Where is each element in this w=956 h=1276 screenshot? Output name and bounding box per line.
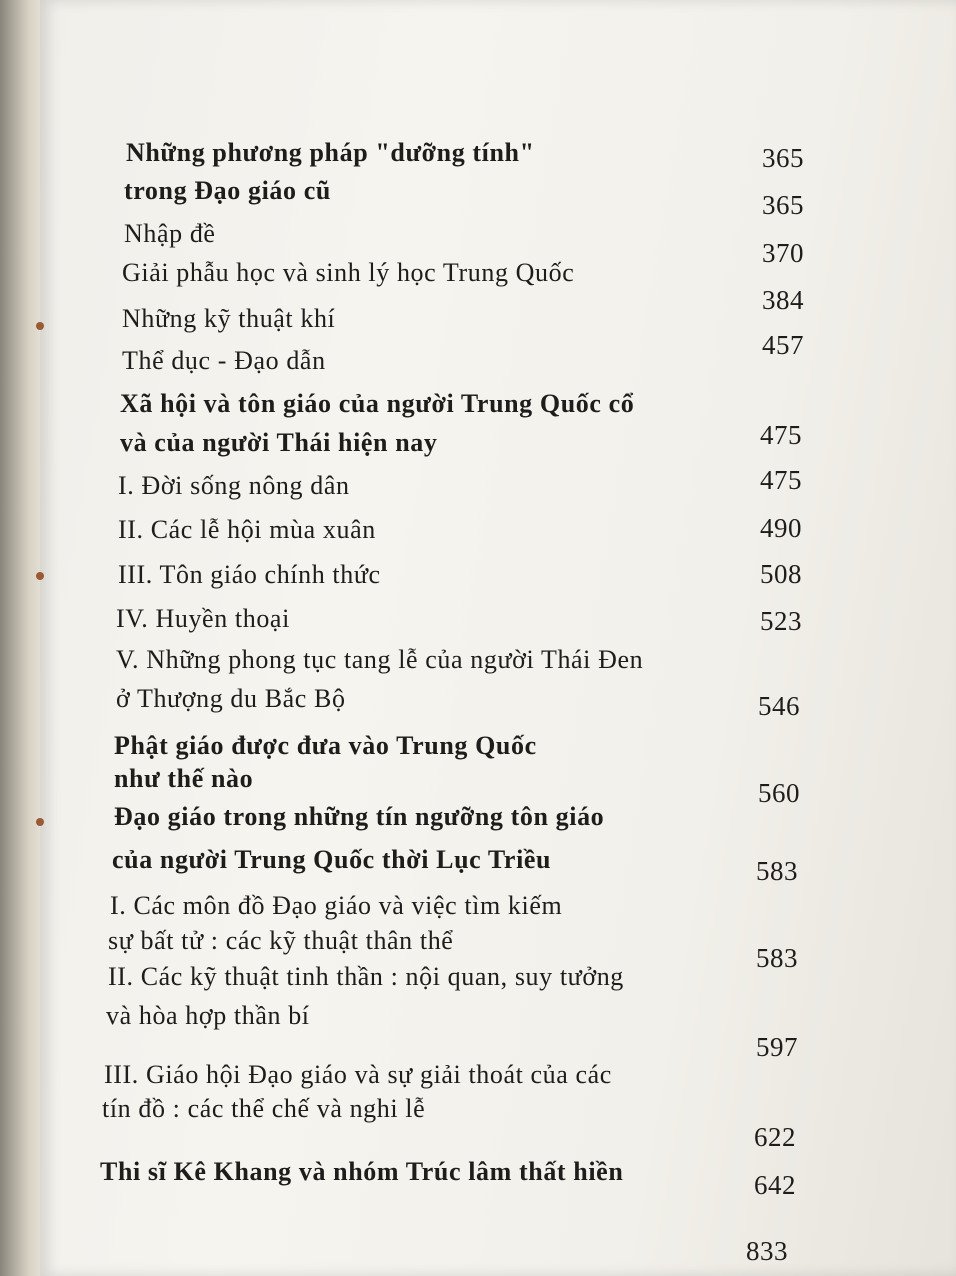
toc-page-number: 546 xyxy=(758,691,800,721)
toc-title-line: sự bất tử : các kỹ thuật thân thể xyxy=(108,926,454,955)
toc-title-line: trong Đạo giáo cũ xyxy=(124,176,331,205)
toc-page-number: 365 xyxy=(762,190,804,220)
toc-page-number: 384 xyxy=(762,285,804,315)
toc-title-line: IV. Huyền thoại xyxy=(116,604,290,633)
toc-title-line: III. Tôn giáo chính thức xyxy=(118,560,381,589)
toc-page-number: 583 xyxy=(756,856,798,886)
toc-page-number: 597 xyxy=(756,1032,798,1062)
binding-stitch xyxy=(36,818,44,826)
toc-title-line: và hòa hợp thần bí xyxy=(106,1001,310,1030)
toc-page-number: 490 xyxy=(760,513,802,543)
toc-page-number: 508 xyxy=(760,559,802,589)
toc-page-number: 365 xyxy=(762,143,804,173)
toc-title-line: I. Đời sống nông dân xyxy=(118,471,350,500)
footer-page-number: 833 xyxy=(746,1236,788,1266)
toc-title-line: tín đồ : các thể chế và nghi lễ xyxy=(102,1094,426,1123)
toc-title-line: Xã hội và tôn giáo của người Trung Quốc cổ xyxy=(120,389,635,418)
toc-title-line: Nhập đề xyxy=(124,219,216,248)
toc-title-line: Những phương pháp "dưỡng tính" xyxy=(126,138,535,167)
toc-title-line: V. Những phong tục tang lễ của người Thái Đen xyxy=(116,645,644,674)
toc-title-line: của người Trung Quốc thời Lục Triều xyxy=(112,845,552,874)
toc-page-number: 622 xyxy=(754,1122,796,1152)
toc-page-number: 457 xyxy=(762,330,804,360)
toc-title-line: Thể dục - Đạo dẫn xyxy=(122,346,326,375)
toc-title-line: I. Các môn đồ Đạo giáo và việc tìm kiếm xyxy=(110,891,563,920)
toc-page-number: 523 xyxy=(760,606,802,636)
toc-title-line: ở Thượng du Bắc Bộ xyxy=(116,684,346,713)
toc-title-line: Giải phẫu học và sinh lý học Trung Quốc xyxy=(122,258,575,287)
toc-page-number: 475 xyxy=(760,465,802,495)
toc-title-line: và của người Thái hiện nay xyxy=(120,428,438,457)
toc-page-number: 583 xyxy=(756,943,798,973)
toc-title-line: Đạo giáo trong những tín ngưỡng tôn giáo xyxy=(114,802,605,831)
binding-stitch xyxy=(36,572,44,580)
toc-page-number: 475 xyxy=(760,420,802,450)
toc-title-line: III. Giáo hội Đạo giáo và sự giải thoát của các xyxy=(104,1060,612,1089)
toc-page-number: 560 xyxy=(758,778,800,808)
toc-page-number: 370 xyxy=(762,238,804,268)
toc-page-number: 642 xyxy=(754,1170,796,1200)
toc-title-line: Những kỹ thuật khí xyxy=(122,304,336,333)
toc-title-line: Thi sĩ Kê Khang và nhóm Trúc lâm thất hiền xyxy=(100,1157,624,1186)
toc-title-line: Phật giáo được đưa vào Trung Quốc xyxy=(114,731,537,760)
toc-title-line: như thế nào xyxy=(114,764,254,793)
toc-title-line: II. Các lễ hội mùa xuân xyxy=(118,515,376,544)
toc-title-line: II. Các kỹ thuật tinh thần : nội quan, suy tưởng xyxy=(108,962,624,991)
binding-stitch xyxy=(36,322,44,330)
